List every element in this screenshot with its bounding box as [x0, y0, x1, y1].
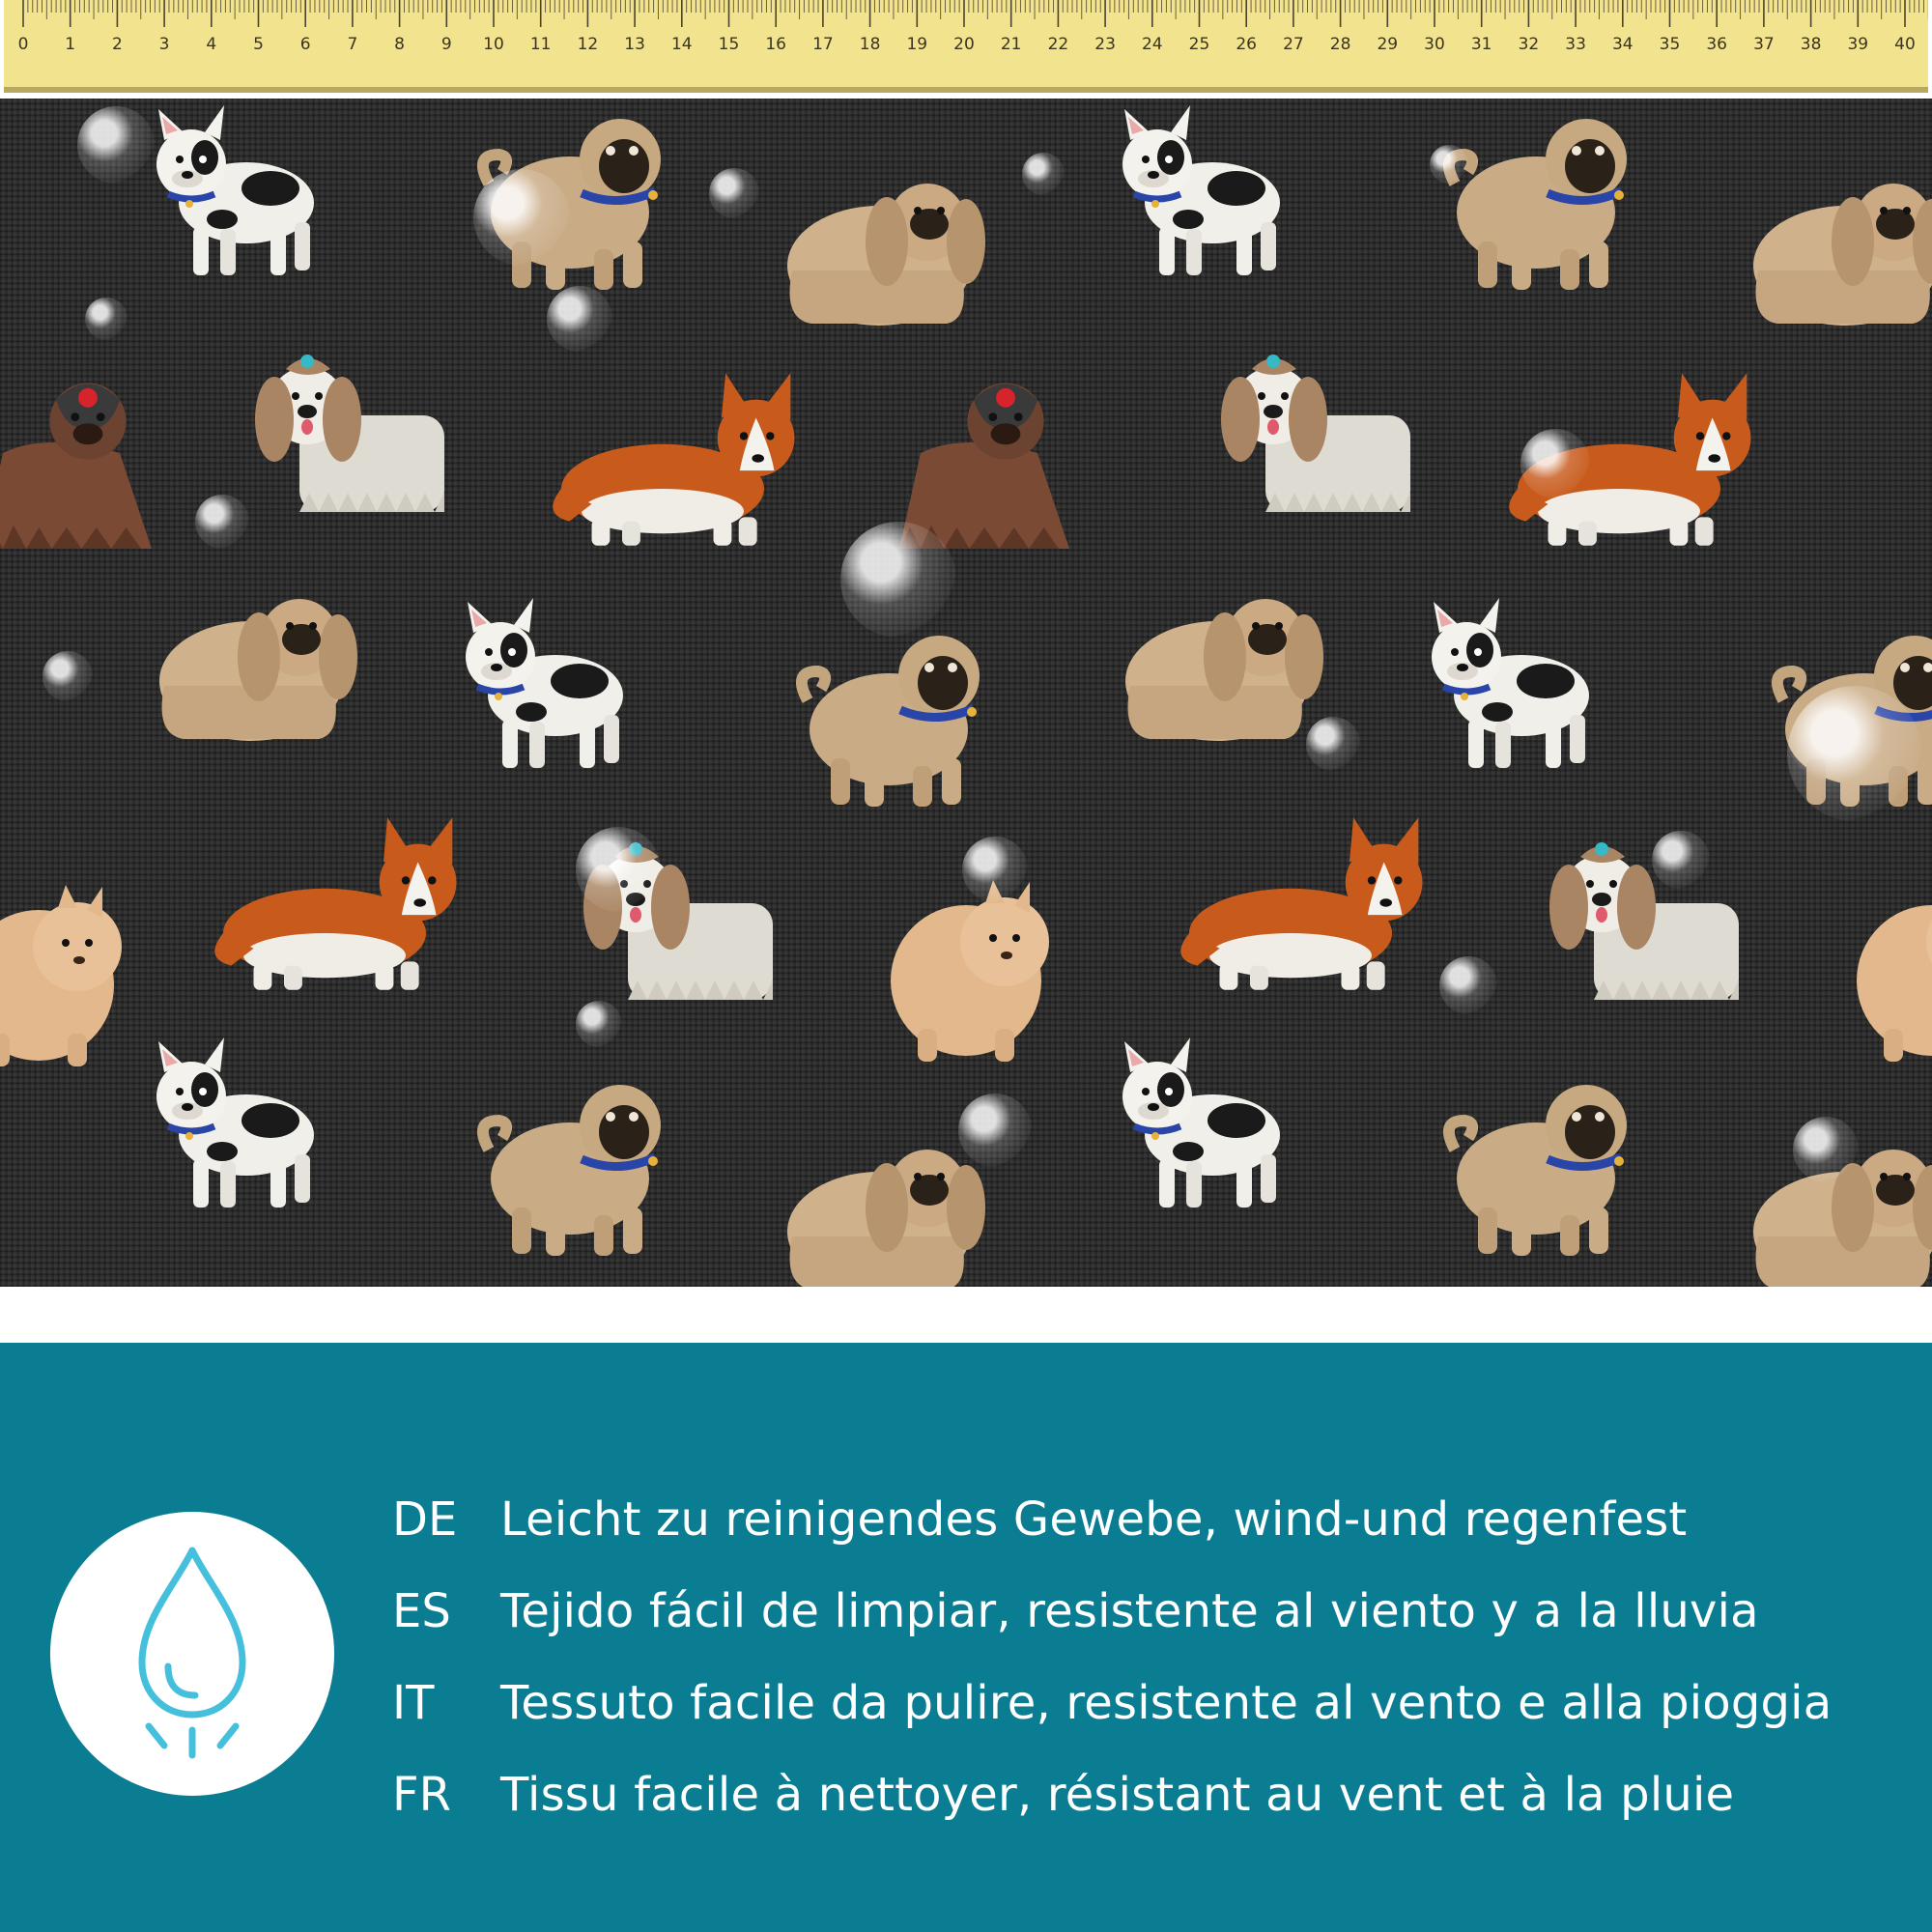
- shih-tzu-illustration: [242, 338, 483, 535]
- info-text: Tessuto facile da pulire, resistente al vento e alla pioggia: [500, 1676, 1833, 1730]
- fabric-pattern: [0, 99, 1932, 1287]
- ruler-tick-label: 28: [1329, 35, 1351, 54]
- info-text: Tissu facile à nettoyer, résistant au vent et à la pluie: [500, 1768, 1735, 1822]
- water-droplet: [1430, 145, 1468, 184]
- ruler-tick-label: 24: [1141, 35, 1163, 54]
- ruler-tick-label: 9: [440, 35, 452, 54]
- corgi-illustration: [541, 367, 795, 574]
- ruler-tick-label: 32: [1518, 35, 1540, 54]
- info-row-fr: [392, 1761, 1734, 1829]
- ruler-tick-label: 29: [1377, 35, 1399, 54]
- water-droplet: [1793, 1117, 1859, 1182]
- water-drop-icon: [50, 1512, 334, 1796]
- water-droplet: [576, 1001, 622, 1047]
- ruler-tick-label: 5: [253, 35, 264, 54]
- ruler-tick-label: 38: [1800, 35, 1822, 54]
- french-bulldog-illustration: [454, 594, 696, 791]
- ruler-tick-label: 37: [1753, 35, 1775, 54]
- pomeranian-illustration: [1835, 874, 1932, 1071]
- info-panel: [0, 1343, 1932, 1932]
- ruler-tick-label: 4: [206, 35, 217, 54]
- pekingese-illustration: [145, 570, 386, 767]
- water-droplet: [1787, 686, 1922, 821]
- water-droplet: [962, 837, 1028, 902]
- ruler-tick-label: 22: [1047, 35, 1069, 54]
- ruler-tick-label: 34: [1611, 35, 1634, 54]
- french-bulldog-illustration: [1111, 101, 1352, 298]
- corgi-illustration: [203, 811, 457, 1018]
- water-droplet: [43, 651, 93, 701]
- ruler-tick-label: 16: [765, 35, 787, 54]
- ruler-tick-label: 18: [859, 35, 881, 54]
- ruler-tick-label: 2: [111, 35, 123, 54]
- ruler-tick-label: 33: [1565, 35, 1586, 54]
- ruler-tick-label: 31: [1470, 35, 1492, 54]
- yorkshire-terrier-illustration: [0, 357, 237, 574]
- ruler-tick-label: 20: [953, 35, 975, 54]
- pomeranian-illustration: [869, 874, 1111, 1071]
- ruler-tick-label: 10: [483, 35, 504, 54]
- water-droplet: [1022, 153, 1065, 195]
- ruler-tick-label: 27: [1283, 35, 1304, 54]
- water-droplet: [85, 298, 128, 340]
- pekingese-illustration: [1739, 155, 1932, 352]
- ruler-tick-label: 14: [670, 35, 693, 54]
- water-droplet: [1520, 429, 1590, 498]
- ruler-tick-label: 40: [1894, 35, 1916, 54]
- water-droplet: [547, 286, 612, 352]
- water-droplet: [1306, 717, 1360, 771]
- ruler-tick-label: 17: [812, 35, 834, 54]
- language-code: IT: [392, 1676, 435, 1730]
- info-row-de: [392, 1486, 1687, 1553]
- water-droplet: [576, 827, 661, 912]
- water-droplet: [958, 1094, 1032, 1167]
- pug-illustration: [792, 623, 1034, 820]
- ruler-tick-label: 8: [394, 35, 406, 54]
- ruler-tick-label: 1: [65, 35, 76, 54]
- ruler-tick-label: 6: [299, 35, 311, 54]
- ruler-tick-label: 26: [1236, 35, 1258, 54]
- ruler-tick-label: 7: [347, 35, 358, 54]
- ruler-tick-label: 36: [1706, 35, 1728, 54]
- ruler-tick-label: 19: [906, 35, 928, 54]
- ruler-tick-label: 15: [718, 35, 740, 54]
- ruler-tick-label: 39: [1847, 35, 1869, 54]
- ruler-tick-label: 11: [529, 35, 552, 54]
- ruler-tick-label: 35: [1659, 35, 1681, 54]
- french-bulldog-illustration: [1420, 594, 1662, 791]
- ruler-tick-label: 25: [1188, 35, 1210, 54]
- ruler-tick-label: 13: [624, 35, 645, 54]
- info-row-it: [392, 1669, 1832, 1737]
- water-droplet: [709, 168, 759, 218]
- ruler-tick-label: 30: [1424, 35, 1445, 54]
- ruler-tick-label: 23: [1094, 35, 1116, 54]
- info-text: Leicht zu reinigendes Gewebe, wind-und regenfest: [500, 1492, 1688, 1547]
- info-text: Tejido fácil de limpiar, resistente al viento y a la lluvia: [500, 1584, 1759, 1638]
- measuring-ruler: [4, 0, 1928, 93]
- pekingese-illustration: [773, 155, 1014, 352]
- ruler-tick-label: 21: [1000, 35, 1022, 54]
- pug-illustration: [1439, 1072, 1681, 1269]
- pug-illustration: [1439, 106, 1681, 303]
- language-code: FR: [392, 1768, 451, 1822]
- water-droplet: [77, 106, 155, 184]
- language-code: ES: [392, 1584, 451, 1638]
- french-bulldog-illustration: [145, 101, 386, 298]
- pug-illustration: [473, 1072, 715, 1269]
- french-bulldog-illustration: [1111, 1034, 1352, 1231]
- ruler-tick-label: 3: [158, 35, 170, 54]
- info-row-es: [392, 1577, 1759, 1645]
- ruler-tick-label: 12: [577, 35, 599, 54]
- water-droplet: [1439, 956, 1497, 1014]
- corgi-illustration: [1169, 811, 1423, 1018]
- water-droplet: [1652, 831, 1710, 889]
- water-droplet: [195, 495, 249, 549]
- language-code: DE: [392, 1492, 458, 1547]
- water-droplet: [840, 522, 956, 638]
- french-bulldog-illustration: [145, 1034, 386, 1231]
- shih-tzu-illustration: [1208, 338, 1449, 535]
- ruler-tick-label: 0: [17, 35, 29, 54]
- water-droplet: [473, 169, 570, 266]
